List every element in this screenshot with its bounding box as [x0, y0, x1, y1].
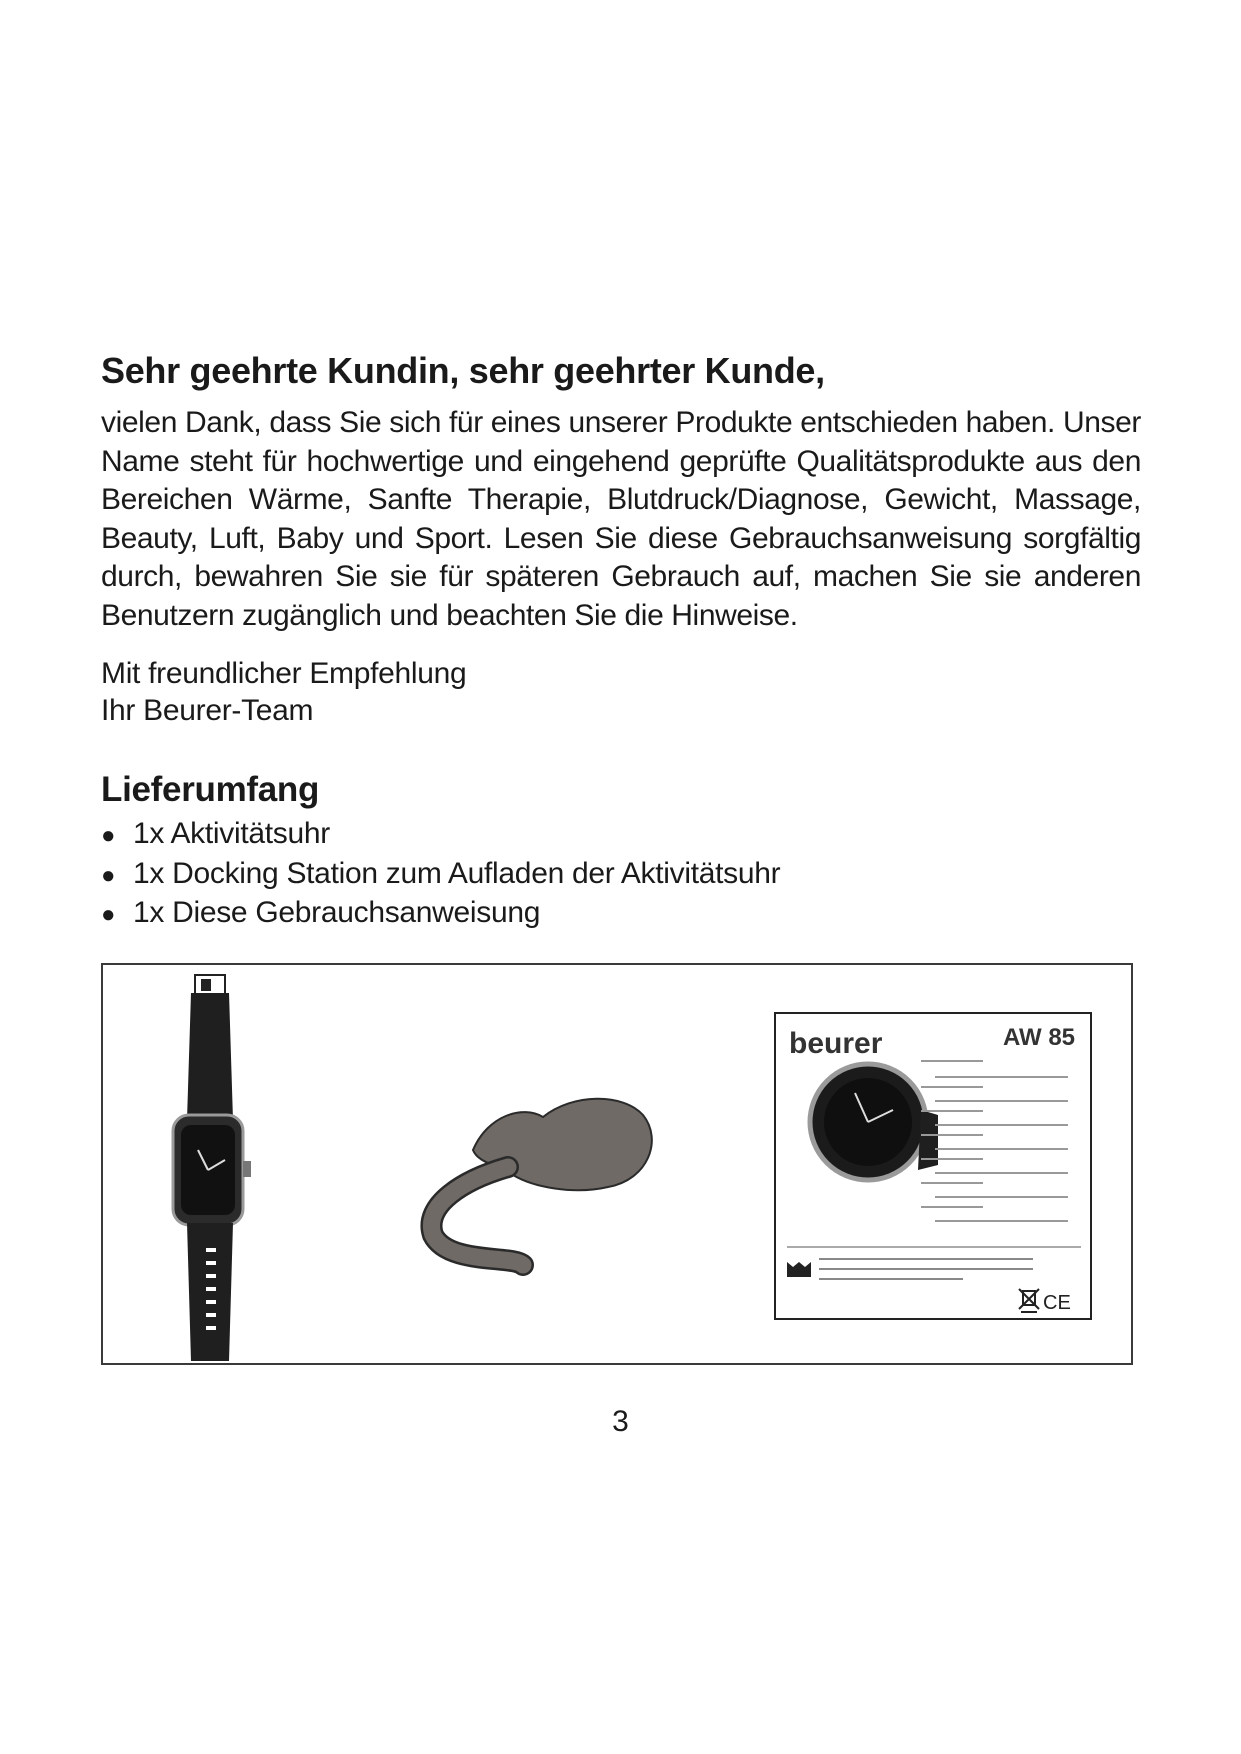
signature-line: Ihr Beurer-Team	[101, 694, 314, 727]
bullet-icon: ●	[101, 822, 116, 849]
delivery-illustration	[103, 965, 1131, 1363]
manual-cover-image	[775, 1013, 1091, 1319]
page-number: 3	[612, 1405, 629, 1438]
greeting-heading: Sehr geehrte Kundin, sehr geehrter Kunde,	[101, 350, 825, 391]
list-item-text: 1x Diese Gebrauchsanweisung	[133, 896, 541, 929]
ce-mark: CE	[1043, 1292, 1071, 1314]
manual-model: AW 85	[1003, 1024, 1076, 1051]
list-item-text: 1x Docking Station zum Aufladen der Aktivitätsuhr	[133, 856, 781, 890]
manual-brand: beurer	[789, 1027, 883, 1060]
closing-block	[101, 655, 466, 729]
list-item	[101, 855, 780, 895]
delivery-list	[101, 815, 780, 934]
watch-image	[173, 975, 251, 1361]
bullet-icon: ●	[101, 861, 116, 889]
delivery-title: Lieferumfang	[101, 770, 320, 809]
list-item	[101, 894, 780, 934]
docking-station-image	[431, 1099, 651, 1265]
bullet-icon: ●	[101, 901, 116, 928]
intro-paragraph: vielen Dank, dass Sie sich für eines unserer Produkte entschieden haben. Unser Name steht für hochwertige und eingehend geprüfte Qualitätsprodukte aus den Bereichen Wärme, Sanfte Therapie, Blutdruck/Diagnose, Gewicht, Massage, Beauty, Luft, Baby und Sport. Lesen Sie diese Gebrauchsanweisung sorgfältig durch, bewahren Sie sie für späteren Gebrauch auf, machen Sie sie anderen Benutzern zugänglich und beachten Sie die Hinweise.	[101, 406, 1141, 632]
list-item-text: 1x Aktivitätsuhr	[133, 817, 330, 850]
list-item	[101, 815, 780, 855]
delivery-figure	[101, 963, 1133, 1365]
closing-line: Mit freundlicher Empfehlung	[101, 657, 467, 690]
